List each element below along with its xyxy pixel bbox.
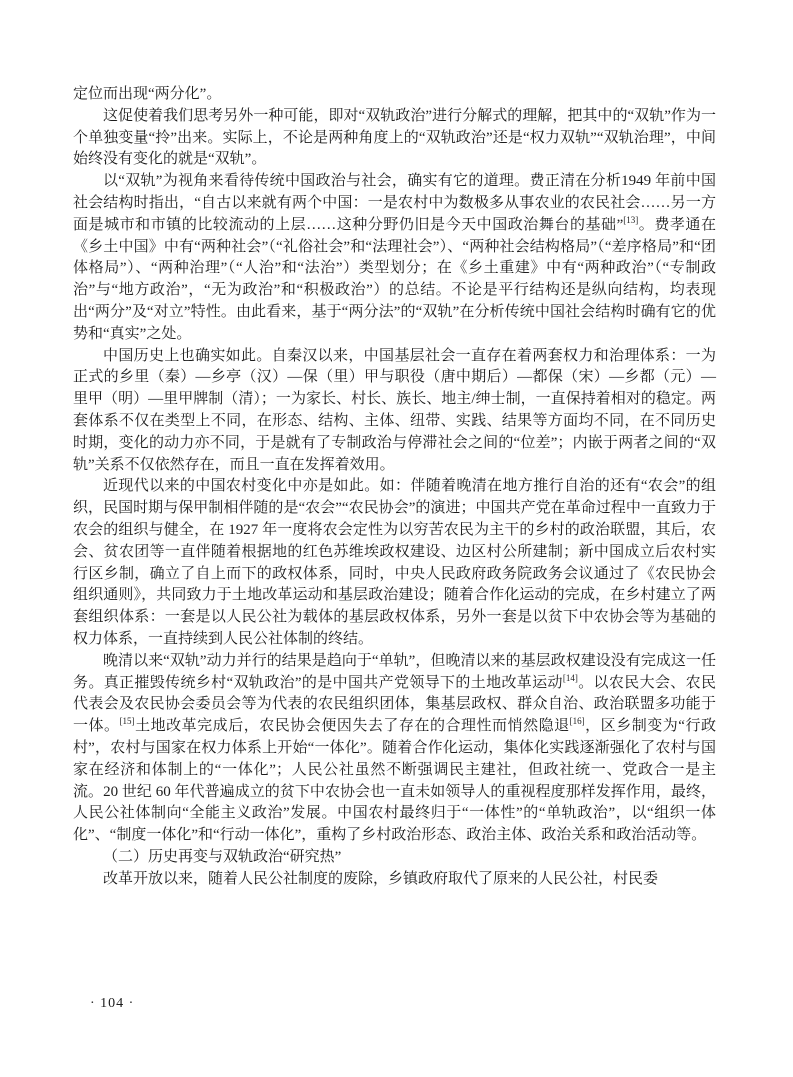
page-body: [73, 84, 716, 890]
paragraph: 中国历史上也确实如此。自秦汉以来，中国基层社会一直存在着两套权力和治理体系：一为正式的乡里（秦）—乡亭（汉）—保（里）甲与职役（唐中期后）—都保（宋）—乡都（元）—里甲（明）—里甲牌制（清）；一为家长、村长、族长、地主/绅士制，一直保持着相对的稳定。两套体系不仅在类型上不同，在形态、结构、主体、纽带、实践、结果等方面均不同，在不同历史时期，变化的动力亦不同，于是就有了专制政治与停滞社会之间的“位差”；内嵌于两者之间的“双轨”关系不仅依然存在，而且一直在发挥着效用。: [73, 347, 716, 473]
paragraph: 改革开放以来，随着人民公社制度的废除，乡镇政府取代了原来的人民公社，村民委: [103, 870, 659, 887]
paragraph: 这促使着我们思考另外一种可能，即对“双轨政治”进行分解式的理解，把其中的“双轨”作为一个单独变量“拎”出来。实际上，不论是两种角度上的“双轨政治”还是“权力双轨”“双轨治理”，中间始终没有变化的就是“双轨”。: [73, 107, 716, 168]
paragraph: 以“双轨”为视角来看待传统中国政治与社会，确实有它的道理。费正清在分析1949 年前中国社会结构时指出，“自古以来就有两个中国：一是农村中为数极多从事农业的农民社会……另一方面是城市和市镇的比较流动的上层……这种分野仍旧是今天中国政治舞台的基础”[13]。费孝通在《乡土中国》中有“两种社会”（“礼俗社会”和“法理社会”）、“两种社会结构格局”（“差序格局”和“团体格局”）、“两种治理”（“人治”和“法治”）类型划分；在《乡土重建》中有“两种政治”（“专制政治”与“地方政治”，“无为政治”和“积极政治”）的总结。不论是平行结构还是纵向结构，均表现出“两分”及“对立”特性。由此看来，基于“两分法”的“双轨”在分析传统中国社会结构时确有它的优势和“真实”之处。: [73, 173, 716, 342]
citation-ref: [15]: [119, 716, 135, 727]
citation-ref: [16]: [569, 716, 585, 727]
citation-ref: [14]: [562, 672, 578, 683]
section-heading: （二）历史再变与双轨政治“研究热”: [103, 848, 342, 865]
page-number: · 104 ·: [90, 996, 135, 1011]
citation-ref: [13]: [623, 214, 639, 225]
paragraph: 晚清以来“双轨”动力并行的结果是趋向于“单轨”，但晚清以来的基层政权建设没有完成这一任务。真正摧毁传统乡村“双轨政治”的是中国共产党领导下的土地改革运动[14]。以农民大会、农民代表会及农民协会委员会等为代表的农民组织团体，集基层政权、群众自治、政治联盟多功能于一体。[15]土地改革完成后，农民协会便因失去了存在的合理性而悄然隐退[16]，区乡制变为“行政村”，农村与国家在权力体系上开始“一体化”。随着合作化运动，集体化实践逐渐强化了农村与国家在经济和体制上的“一体化”；人民公社虽然不断强调民主建社，但政社统一、党政合一是主流。20 世纪 60 年代普遍成立的贫下中农协会也一直未如领导人的重视程度那样发挥作用，最终，人民公社体制向“全能主义政治”发展。中国农村最终归于“一体性”的“单轨政治”，以“组织一体化”、“制度一体化”和“行动一体化”，重构了乡村政治形态、政治主体、政治关系和政治活动等。: [73, 652, 716, 844]
paragraph: 定位而出现“两分化”。: [73, 86, 222, 102]
paragraph: 近现代以来的中国农村变化中亦是如此。如：伴随着晚清在地方推行自治的还有“农会”的组织，民国时期与保甲制相伴随的是“农会”“农民协会”的演进；中国共产党在革命过程中一直致力于农会的组织与健全，在 1927 年一度将农会定性为以穷苦农民为主干的乡村的政治联盟，其后，农会、贫农团等一直伴随着根据地的红色苏维埃政权建设、边区村公所建制；新中国成立后农村实行区乡制，确立了自上而下的政权体系，同时，中央人民政府政务院政务会议通过了《农民协会组织通则》，共同致力于土地改革运动和基层政治建设；随着合作化运动的完成，在乡村建立了两套组织体系：一套是以人民公社为载体的基层政权体系，另外一套是以贫下中农协会等为基础的权力体系，一直持续到人民公社体制的终结。: [73, 478, 716, 647]
